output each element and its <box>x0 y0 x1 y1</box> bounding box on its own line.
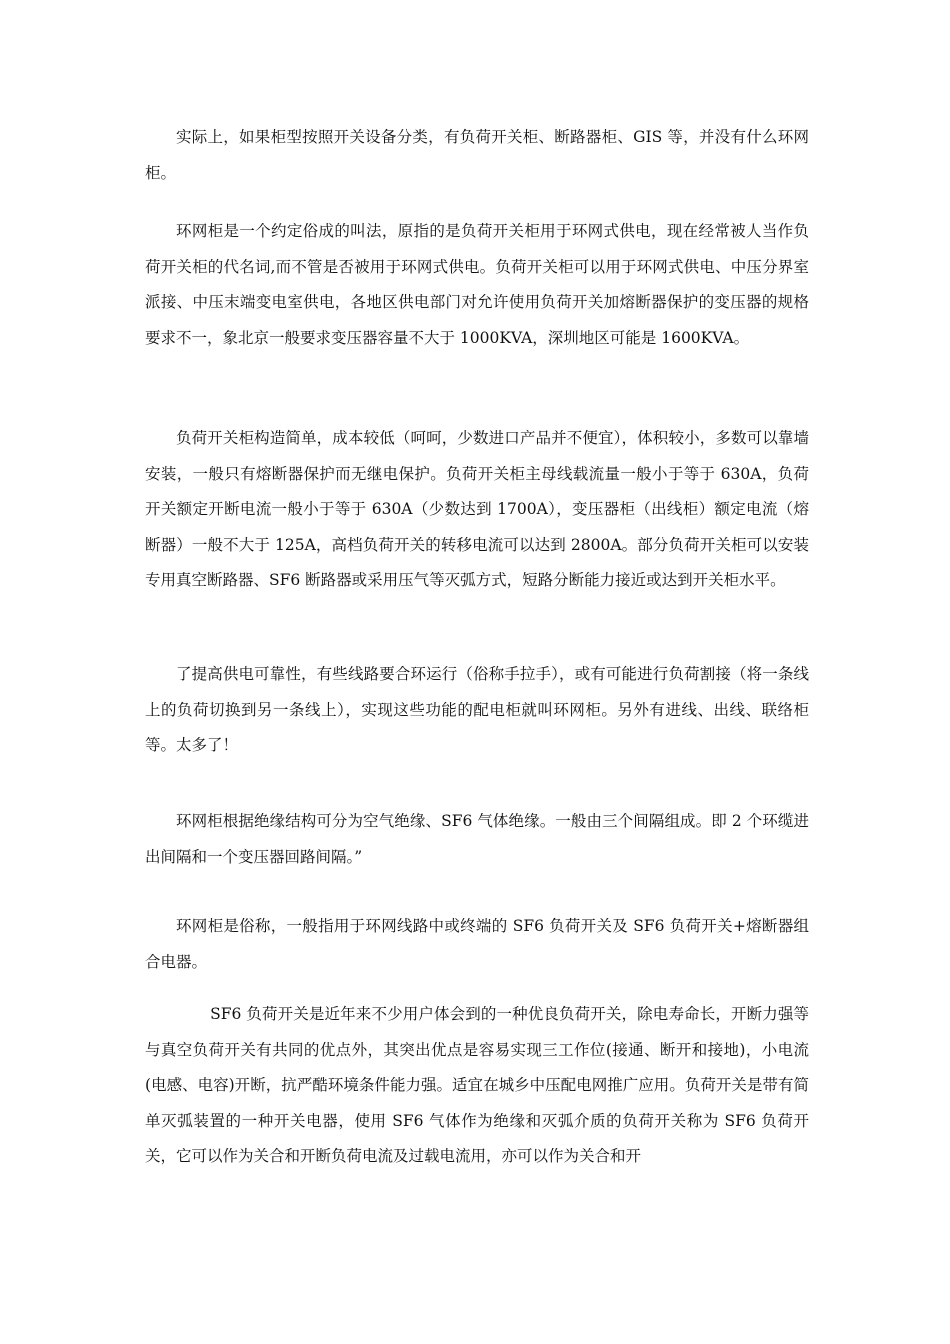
paragraph-closed-loop-operation: 了提高供电可靠性，有些线路要合环运行（俗称手拉手），或有可能进行负荷割接（将一条线上的负荷切换到另一条线上），实现这些功能的配电柜就叫环网柜。另外有进线、出线、联络柜等。太多了！ <box>145 665 809 754</box>
paragraph-cabinet-classification: 实际上，如果柜型按照开关设备分类，有负荷开关柜、断路器柜、GIS 等，并没有什么环网柜。 <box>145 128 809 182</box>
paragraph-sf6-load-switch: SF6 负荷开关是近年来不少用户体会到的一种优良负荷开关，除电寿命长，开断力强等与真空负荷开关有共同的优点外，其突出优点是容易实现三工作位(接通、断开和接地)，小电流(电感、电容)开断，抗严酷环境条件能力强。适宜在城乡中压配电网推广应用。负荷开关是带有简单灭弧装置的一种开关电器，使用 SF6 气体作为绝缘和灭弧介质的负荷开关称为 SF6 负荷开关，它可以作为关合和开断负荷电流及过载电流用，亦可以作为关合和开 <box>145 1005 809 1165</box>
paragraph-sf6-combination: 环网柜是俗称，一般指用于环网线路中或终端的 SF6 负荷开关及 SF6 负荷开关+熔断器组合电器。 <box>145 917 809 971</box>
paragraph-load-switch-cabinet-features: 负荷开关柜构造简单，成本较低（呵呵，少数进口产品并不便宜），体积较小，多数可以靠墙安装，一般只有熔断器保护而无继电保护。负荷开关柜主母线载流量一般小于等于 630A，负荷开关额定开断电流一般小于等于 630A（少数达到 1700A），变压器柜（出线柜）额定电流（熔断器）一般不大于 125A，高档负荷开关的转移电流可以达到 2800A。部分负荷开关柜可以安装专用真空断路器、SF6 断路器或采用压气等灭弧方式，短路分断能力接近或达到开关柜水平。 <box>145 429 809 589</box>
paragraph-ring-main-unit-definition: 环网柜是一个约定俗成的叫法，原指的是负荷开关柜用于环网式供电，现在经常被人当作负荷开关柜的代名词,而不管是否被用于环网式供电。负荷开关柜可以用于环网式供电、中压分界室派接、中压末端变电室供电，各地区供电部门对允许使用负荷开关加熔断器保护的变压器的规格要求不一，象北京一般要求变压器容量不大于 1000KVA，深圳地区可能是 1600KVA。 <box>145 222 809 347</box>
paragraph-insulation-structure: 环网柜根据绝缘结构可分为空气绝缘、SF6 气体绝缘。一般由三个间隔组成。即 2 个环缆进出间隔和一个变压器回路间隔。” <box>145 812 809 866</box>
